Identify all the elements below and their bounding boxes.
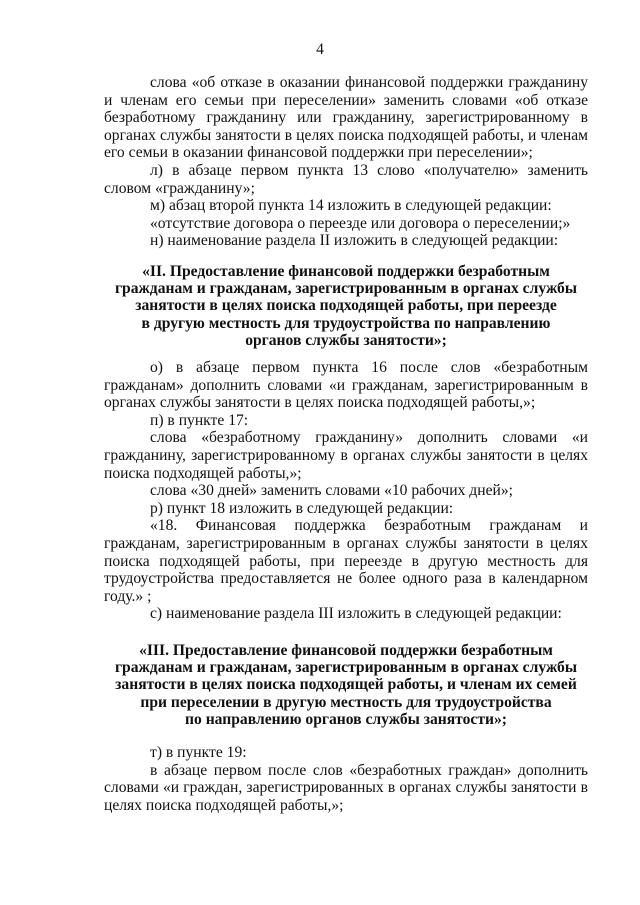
amendment-block-1 (104, 74, 588, 250)
paragraph: «18. Финансовая поддержка безработным гражданам и гражданам, зарегистрированным в органах службы занятости в целях поиска подходящей работы, при переезде в другую местность для трудоустройства предоставляется не более одного раза в календарном году.» ; (104, 517, 588, 605)
page-number: 4 (316, 41, 324, 58)
paragraph: «отсутствие договора о переезде или договора о переселении;» (150, 214, 571, 232)
paragraph: р) пункт 18 изложить в следующей редакции: (150, 499, 454, 517)
heading-line: занятости в целях поиска подходящей работы, при переезде (135, 297, 557, 315)
paragraph: т) в пункте 19: (150, 744, 247, 761)
paragraph: м) абзац второй пункта 14 изложить в следующей редакции: (150, 197, 552, 215)
amendment-block-2 (104, 359, 588, 623)
heading-line: в другую местность для трудоустройства по направлению (141, 314, 551, 332)
paragraph: слова «безработному гражданину» дополнить словами «и гражданину, зарегистрированному в органах службы занятости в целях поиска подходящей работы,»; (104, 429, 588, 482)
paragraph: л) в абзаце первом пункта 13 слово «получателю» заменить словом «гражданину»; (104, 161, 588, 197)
heading-line: при переселении в другую местность для трудоустройства (140, 693, 552, 711)
paragraph: в абзаце первом после слов «безработных граждан» дополнить словами «и граждан, зарегистрированных в органах службы занятости в целях поиска подходящей работы,»; (104, 761, 588, 814)
heading-line: органов службы занятости»; (245, 331, 447, 349)
paragraph: с) наименование раздела III изложить в следующей редакции: (150, 605, 562, 623)
amendment-block-3 (104, 744, 588, 814)
paragraph: слова «об отказе в оказании финансовой поддержки гражданину и членам его семьи при переселении» заменить словами «об отказе безработному гражданину или гражданину, зарегистрированному в органах службы занятости в целях поиска подходящей работы, и членам его семьи в оказании финансовой поддержки при переселении»; (104, 74, 588, 162)
paragraph: о) в абзаце первом пункта 16 после слов «безработным гражданам» дополнить словами «и гражданам, зарегистрированным в органах службы занятости в целях поиска подходящей работы,»; (104, 359, 588, 412)
heading-line: «II. Предоставление финансовой поддержки безработным (142, 263, 550, 280)
heading-line: гражданам и гражданам, зарегистрированным в органах службы (114, 280, 578, 298)
section-3-heading (104, 642, 588, 728)
heading-line: занятости в целях поиска подходящей работы, и членам их семей (115, 676, 577, 694)
heading-line: гражданам и гражданам, зарегистрированным в органах службы (114, 659, 578, 677)
paragraph: слова «30 дней» заменить словами «10 рабочих дней»; (150, 482, 513, 500)
paragraph: н) наименование раздела II изложить в следующей редакции: (150, 232, 559, 250)
section-2-heading (104, 263, 588, 349)
heading-line: «III. Предоставление финансовой поддержки безработным (139, 642, 553, 659)
paragraph: п) в пункте 17: (150, 411, 249, 429)
heading-line: по направлению органов службы занятости»; (185, 710, 507, 728)
